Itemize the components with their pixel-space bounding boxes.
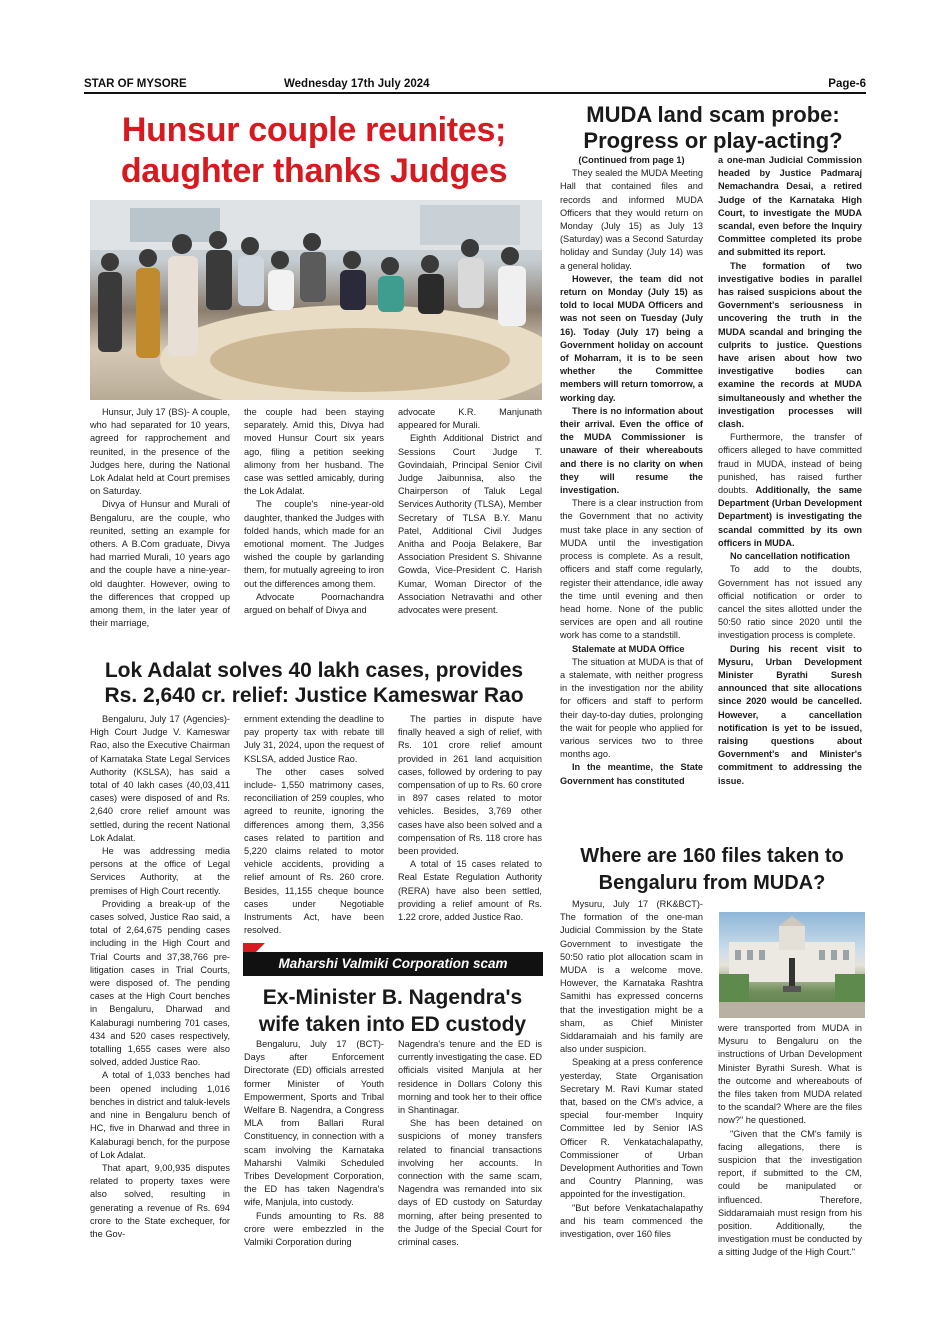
page-header — [84, 78, 866, 92]
story1-headline: Hunsur couple reunites; daughter thanks Judges — [120, 111, 508, 190]
story2-col2: ernment extending the deadline to pay property tax with rebate till July 31, 2024, upon the request of KSLSA, added Justice Rao. The other cases solved include- 1,550 matrimony cases, reconciliation of 259 couples, who agreed to reunite, ignoring the differences among them, 3,356 cases related to partition and 5,220 claims related to motor vehicle accidents, providing a relief amount of Rs. 260 crore. Besides, 11,155 cheque bounce cases under Negotiable Instruments Act, have been resolved. — [244, 714, 384, 936]
story1-col1: Hunsur, July 17 (BS)- A couple, who had separated for 10 years, agreed for rapprochement and reunited, in the presence of the Judges here, during the National Lok Adalat held at Court premises on Saturday. Divya of Hunsur and Murali of Bengaluru, are the couple, who reunited, setting an example for others. A B.Com graduate, Divya had married Murali, 10 years ago and the couple have a nine-year-old daughter. However, owing to the differences that cropped up among them, in the later year of their marriage, — [90, 407, 230, 629]
story3-col2: Nagendra's tenure and the ED is currently investigating the case. ED officials visited Manjula at her residence in Dollars Colony this morning and took her to their office in Shantinagar. She has been detained on suspicions of money transfers related to financial transactions involving her accounts. In connection with the same scam, Nagendra was remanded into six days of ED custody on Saturday morning, after being presented to the Judge of the Special Court for criminal cases. — [398, 1039, 543, 1248]
story3-col1: Bengaluru, July 17 (BCT)- Days after Enforcement Directorate (ED) officials arrested former Minister of Youth Empowerment, Sports and Tribal Welfare B. Nagendra, a Congress MLA from Ballari Rural Constituency, in connection with a scam involving the Karnataka Maharshi Valmiki Scheduled Tribes Development Corporation, the ED has taken Nagendra's wife, Manjula, into custody. Funds amounting to Rs. 88 crore were embezzled in the Valmiki Corporation during — [244, 1039, 384, 1248]
story1-col2: the couple had been staying separately. Amid this, Divya had moved Hunsur Court six years ago, filing a petition seeking alimony from her husband. The case was settled amicably, during the Lok Adalat. The couple's nine-year-old daughter, thanked the Judges with folded hands, which made for an emotional moment. The Judges wished the couple by garlanding them, for mutually agreeing to iron out the differences among them. Advocate Poornachandra argued on behalf of Divya and — [244, 407, 384, 616]
story3-kicker: Maharshi Valmiki Corporation scam — [243, 952, 543, 976]
issue-date: Wednesday 17th July 2024 — [284, 78, 430, 90]
paper-name: STAR OF MYSORE — [84, 78, 187, 90]
story5-col2: were transported from MUDA in Mysuru to Bengaluru on the instructions of Urban Development Minister Byrathi Suresh. What is the outcome and whereabouts of the files taken from MUDA related to the scandal? Where are the files now?" he questioned. "Given that the CM's family is facing allegations, there is suspicion that the investigation report, if submitted to the CM, could be manipulated or influenced. Therefore, Siddaramaiah must resign from his position. Additionally, the investigation must be conducted by a sitting Judge of the High Court." — [718, 1023, 862, 1258]
story2-col3: The parties in dispute have finally heaved a sigh of relief, with Rs. 101 crore relief amount provided in 261 land acquisition cases, followed by ordering to pay compensation of up to Rs. 60 crore in 897 cases related to motor vehicles. Besides, 3,769 other cases have also been solved and a compensation of Rs. 118 crore has been provided. A total of 15 cases related to Real Estate Regulation Authority (RERA) have also been settled, providing a relief amount of Rs. 1.22 crore, added Justice Rao. — [398, 714, 542, 923]
header-rule — [84, 92, 866, 94]
muda-building-photo-icon — [719, 912, 865, 1018]
story4-col1: (Continued from page 1) They sealed the MUDA Meeting Hall that contained files and records and informed MUDA Officers that they would return on Monday (July 15) as July 13 (Saturday) was a Second Saturday holiday and Sunday (July 14) was a general holiday. However, the team did not return on Monday (July 15) as told to local MUDA Officers and was not seen on Tuesday (July 16). Today (July 17) being a Government holiday on account of Moharram, it is to be seen whether the Committee members will return tomorrow, a working day. There is no information about their arrival. Even the office of the MUDA Commissioner is unaware of their whereabouts and there is no clarity on when they will resume the investigation. There is a clear instruction from the Government that no activity must take place in any section of MUDA until the investigation process is complete. As a result, officers and staff come regularly, register their attendance, idle away the time until evening and then head home. None of the public services are open and all routine work has come to a standstill. Stalemate at MUDA Office The situation at MUDA is that of a stalemate, with neither progress in the investigation nor the ability for officers and staff to perform their day-to-day duties, prolonging the wait for people who applied for various services two to three months ago. In the meantime, the State Government has constituted — [560, 155, 703, 786]
story5-col1: Mysuru, July 17 (RK&BCT)- The formation of the one-man Judicial Commission by the State Government to investigate the 50:50 ratio plot allocation scam in MUDA is a welcome move. However, the Karnataka Rashtra Samithi has expressed concerns that the investigation might be a sham, as Chief Minister Siddaramaiah and his family are also under suspicion. Speaking at a press conference yesterday, State Organisation Secretary M. Ravi Kumar stated that, based on the CM's advice, a special four-member Inquiry Committee led by Senior IAS Officer R. Venkatachalapathy, Commissioner of Urban Development Authorities and Town and Country Planning, was appointed for the investigation. "But before Venkatachalapathy and his team commenced the investigation, over 160 files — [560, 899, 703, 1240]
story1-col3: advocate K.R. Manjunath appeared for Murali. Eighth Additional District and Sessions Court Judge T. Govindaiah, Principal Senior Civil Judge Jaibunnisa, also the Chairperson of Taluk Legal Services Authority (TLSA), Member Secretary of TLSA B.Y. Manu Patel, Additional Civil Judges Anitha and Pooja Belakere, Bar Association President S. Shivanne Gowda, Vice-President C. Harish Kumar, Woman Director of the Association Netravathi and other advocates were present. — [398, 407, 542, 616]
group-photo-icon — [90, 200, 542, 400]
story4-col2: a one-man Judicial Commission headed by Justice Padmaraj Nemachandra Desai, a retired Judge of the Karnataka High Court, to investigate the MUDA scandal, even before the Inquiry Committee completed its probe and submitted its report. The formation of two investigative bodies in parallel has raised suspicions about the Government's seriousness in uncovering the truth in the MUDA scandal and bringing the culprits to justice. Questions have arisen about how two investigative bodies can examine the records at MUDA simultaneously and whether the investigation processes will clash. Furthermore, the transfer of officers alleged to have committed fraud in MUDA, instead of being punished, has raised further doubts. Additionally, the same Department (Urban Development Department) is investigating the scandal committed by its own officers in MUDA. No cancellation notification To add to the doubts, Government has not issued any official notification or order to cancel the sites allotted under the 50:50 ratio since 2020 until the investigation process is complete. During his recent visit to Mysuru, Urban Development Minister Byrathi Suresh announced that site allocations since 2020 would be cancelled. However, a cancellation notification is yet to be issued, raising questions about Government's and Minister's commitment to addressing the issue. — [718, 155, 863, 786]
story2-col1: Bengaluru, July 17 (Agencies)- High Court Judge V. Kameswar Rao, also the Executive Chairman of Karnataka State Legal Services Authority (KSLSA), has said a total of 40 lakh cases (40,03,411 cases) were disposed of and Rs. 2,640 crore relief amount was settled, during the recent National Lok Adalat. He was addressing media persons at the office of Legal Services Authority, at the premises of High Court recently. Providing a break-up of the cases solved, Justice Rao said, a total of 2,64,675 pending cases including in the High Court and Trial Courts and 37,38,766 pre-litigation cases in Trial Courts, were disposed of. The pending cases at the High Court benches in Bengaluru, Dharwad and Kalaburagi numbering 701 cases, 434 and 520 cases respectively, totalling 1,655 cases were also solved, added Justice Rao. A total of 1,033 benches had been opened including 1,016 benches in district and taluk-levels and nine in Bengaluru bench of HC, five in Dharwad and three in Kalaburagi bench, for the purpose of Lok Adalat. That apart, 9,00,935 disputes related to property taxes were also solved, resulting in generating a revenue of Rs. 694 crore to the State exchequer, for the Gov- — [90, 714, 230, 1239]
story5-headline: Where are 160 files taken to Bengaluru from MUDA? — [580, 845, 844, 894]
story4-headline: MUDA land scam probe: Progress or play-acting? — [583, 102, 843, 153]
story2-headline: Lok Adalat solves 40 lakh cases, provides Rs. 2,640 cr. relief: Justice Kameswar Rao — [104, 659, 524, 707]
page-number: Page-6 — [828, 78, 866, 90]
story3-headline: Ex-Minister B. Nagendra's wife taken into ED custody — [258, 986, 527, 1036]
